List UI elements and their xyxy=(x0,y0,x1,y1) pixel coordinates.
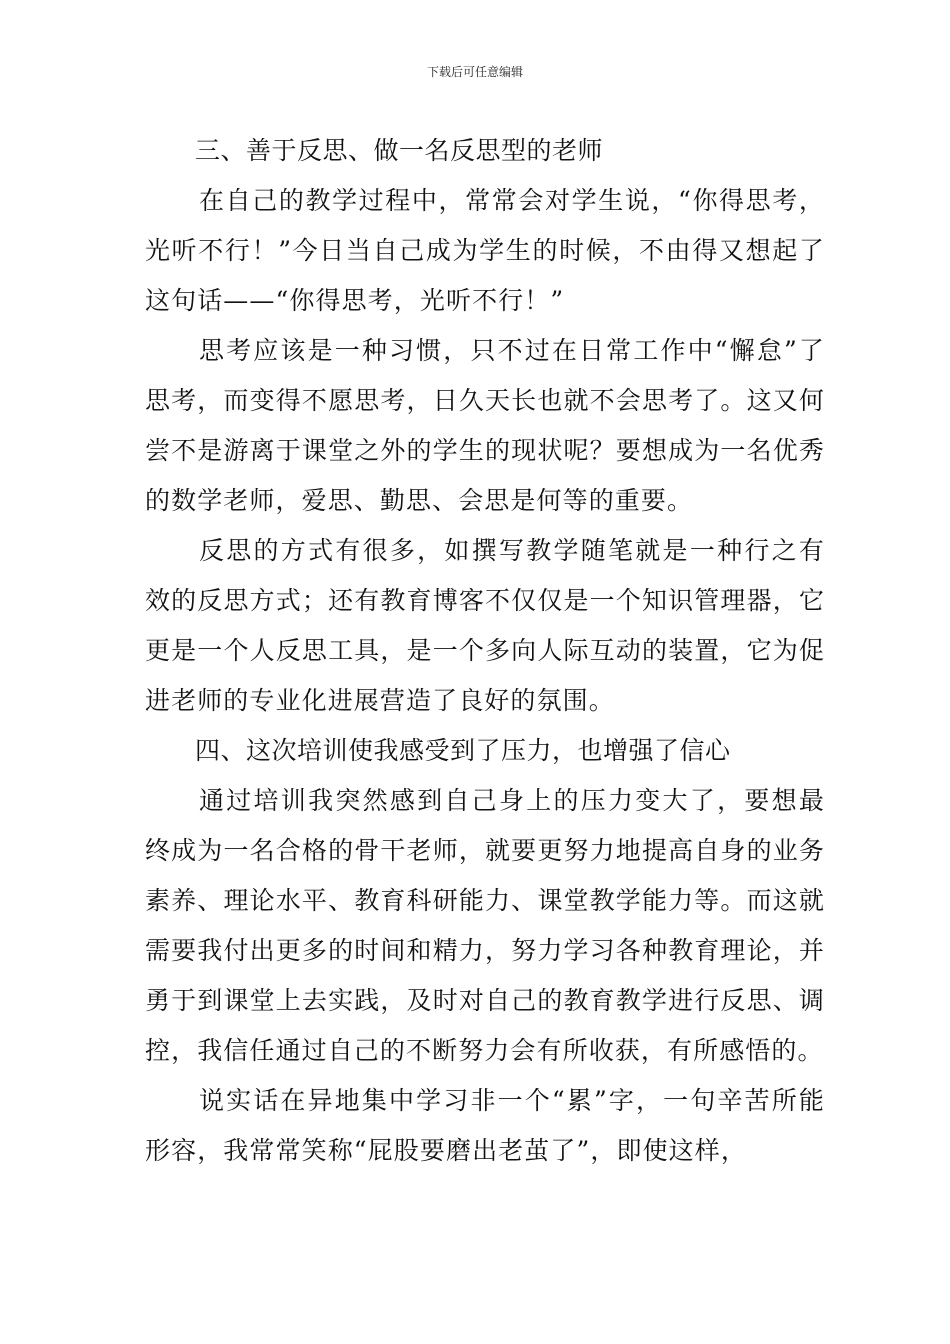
section-heading-4: 四、这次培训使我感受到了压力，也增强了信心 xyxy=(195,736,731,765)
paragraph: 思考应该是一种习惯，只不过在日常工作中“懈怠”了思考，而变得不愿思考，日久天长也就不会思考了。这又何尝不是游离于课堂之外的学生的现状呢？要想成为一名优秀的数学老师，爱思、勤思、会思是何等的重要。 xyxy=(145,336,825,515)
page-header: 下载后可任意编辑 xyxy=(426,65,523,79)
paragraph: 通过培训我突然感到自己身上的压力变大了，要想最终成为一名合格的骨干老师，就要更努力地提高自身的业务素养、理论水平、教育科研能力、课堂教学能力等。而这就需要我付出更多的时间和精力，努力学习各种教育理论，并勇于到课堂上去实践，及时对自己的教育教学进行反思、调控，我信任通过自己的不断努力会有所收获，有所感悟的。 xyxy=(145,786,825,1065)
section-heading-3: 三、善于反思、做一名反思型的老师 xyxy=(195,136,604,165)
paragraph: 反思的方式有很多，如撰写教学随笔就是一种行之有效的反思方式；还有教育博客不仅仅是一个知识管理器，它更是一个人反思工具，是一个多向人际互动的装置，它为促进老师的专业化进展营造了良好的氛围。 xyxy=(145,536,825,715)
paragraph: 在自己的教学过程中，常常会对学生说，“你得思考，光听不行！”今日当自己成为学生的时候，不由得又想起了这句话——“你得思考，光听不行！” xyxy=(145,186,825,315)
paragraph: 说实话在异地集中学习非一个“累”字，一句辛苦所能形容，我常常笑称“屁股要磨出老茧了”，即使这样， xyxy=(145,1086,825,1165)
document-body xyxy=(145,126,825,1176)
